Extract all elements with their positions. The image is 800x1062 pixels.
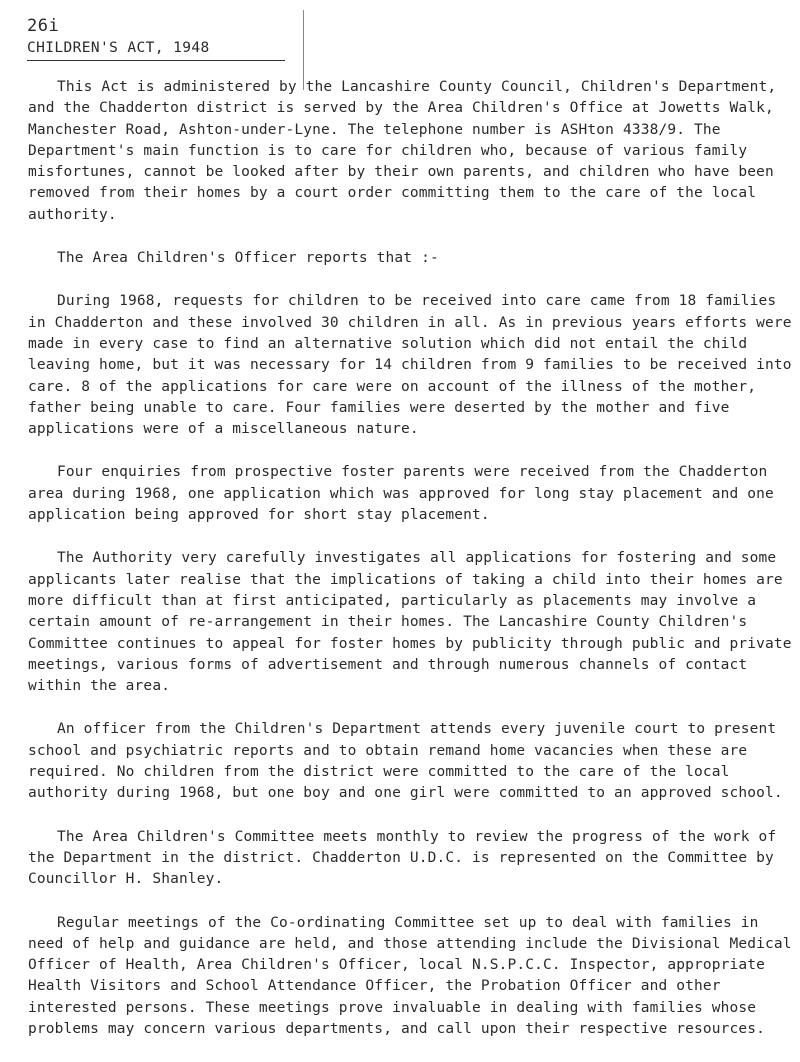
- paragraph-officer-reports: The Area Children's Officer reports that :-: [57, 250, 439, 267]
- header-rule: [27, 60, 285, 61]
- paragraph-coordinating-committee: Regular meetings of the Co-ordinating Committee set up to deal with families in need of help and guidance are held, and those attending include the Divisional Medical Officer of Health, Area Children's Officer, local N.S.P.C.C. Inspector, appropriate Health Visitors and School Attendance Officer, the Probation Officer and other interested persons. These meetings prove invaluable in dealing with families whose problems may concern various departments, and call upon their respective resources.: [28, 914, 792, 1037]
- page-number: 26i: [27, 16, 60, 36]
- running-head: CHILDREN'S ACT, 1948: [27, 40, 210, 56]
- paragraph-area-committee: The Area Children's Committee meets monthly to review the progress of the work of the Department in the district. Chadderton U.D.C. is represented on the Committee by Councillor H. Shanley.: [28, 828, 777, 888]
- paragraph-administration: This Act is administered by the Lancashire County Council, Children's Department, and the Chadderton district is served by the Area Children's Office at Jowetts Walk, Manchester Road, Ashton-under-Lyne. The telephone number is ASHton 4338/9. The Department's main function is to care for children who, because of various family misfortunes, cannot be looked after by their own parents, and children who have been removed from their homes by a court order committing them to the care of the local authority.: [28, 79, 777, 223]
- paragraph-juvenile-court: An officer from the Children's Department attends every juvenile court to present school and psychiatric reports and to obtain remand home vacancies when these are required. No children from the district were committed to the care of the local authority during 1968, but one boy and one girl were committed to an approved school.: [28, 721, 783, 802]
- paragraph-requests-1968: During 1968, requests for children to be received into care came from 18 families in Chadderton and these involved 30 children in all. As in previous years efforts were made in every case to find an alternative solution which did not entail the child leaving home, but it was necessary for 14 children from 9 families to be received into care. 8 of the applications for care were on account of the illness of the mother, father being unable to care. Four families were deserted by the mother and five applications were of a miscellaneous nature.: [28, 293, 792, 438]
- body-text: [28, 77, 798, 1062]
- paragraph-fostering-investigation: The Authority very carefully investigates all applications for fostering and some applicants later realise that the implications of taking a child into their homes are more difficult than at first anticipated, particularly as placements may involve a certain amount of re-arrangement in their homes. The Lancashire County Children's Committee continues to appeal for foster homes by publicity through public and private meetings, various forms of advertisement and through numerous channels of contact within the area.: [28, 550, 792, 695]
- paragraph-foster-enquiries: Four enquiries from prospective foster parents were received from the Chadderton area during 1968, one application which was approved for long stay placement and one application being approved for short stay placement.: [28, 464, 774, 524]
